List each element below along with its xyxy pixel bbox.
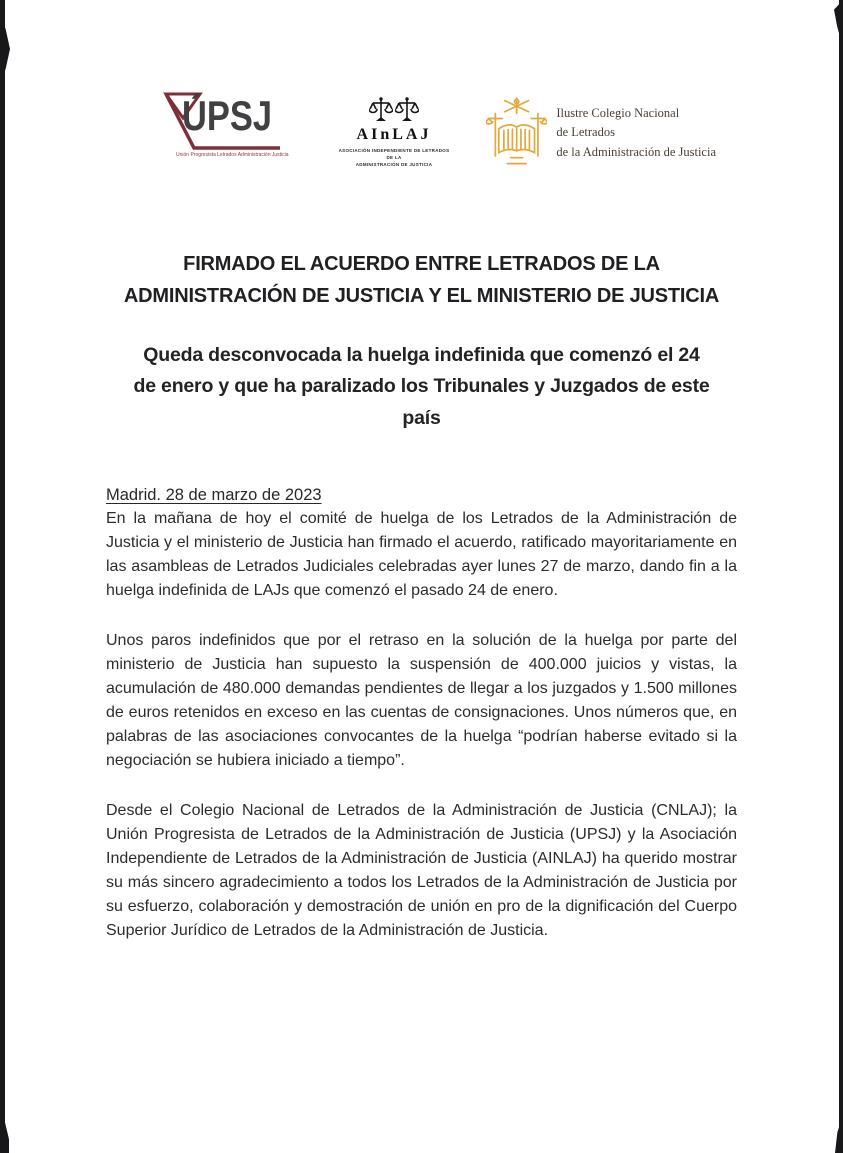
cnlaj-name-line1: Ilustre Colegio Nacional (556, 105, 680, 120)
cnlaj-name (556, 104, 716, 162)
logos-header (0, 0, 843, 230)
paragraph-1: En la mañana de hoy el comité de huelga de los Letrados de la Administración de Justicia y el ministerio de Justicia han firmado el acuerdo, ratificado mayoritariamente en las asambleas de Letrados Judiciales celebradas ayer lunes 27 de marzo, dando fin a la huelga indefinida de LAJs que comenzó el pasado 24 de enero. (106, 509, 737, 599)
ainlaj-caption-line2: ADMINISTRACIÓN DE JUSTICIA (355, 161, 433, 167)
upsj-logo (150, 88, 289, 168)
book-and-scales-icon (486, 90, 547, 176)
cnlaj-logo (486, 90, 716, 176)
subheadline-line3: país (402, 406, 441, 429)
subheadline-line1: Queda desconvocada la huelga indefinida que comenzó el 24 (143, 343, 700, 366)
scales-icon (338, 96, 450, 123)
cnlaj-name-line2: de Letrados (556, 125, 615, 140)
paragraph-2: Unos paros indefinidos que por el retraso en la solución de la huelga por parte del ministerio de Justicia han supuesto la suspensión de 400.000 juicios y vistas, la acumulación de 480.000 demandas pendientes de llegar a los juzgados y 1.500 millones de euros retenidos en exceso en las cuentas de consignaciones. Unos números que, en palabras de las asociaciones convocantes de la huelga “podrían haberse evitado si la negociación se hubiera iniciado a tiempo”. (106, 631, 737, 769)
ainlaj-logo (338, 96, 450, 168)
press-release-body (106, 248, 737, 943)
ainlaj-acronym: AInLAJ (356, 126, 432, 143)
ainlaj-caption-line1: ASOCIACIÓN INDEPENDIENTE DE LETRADOS DE LA (338, 148, 450, 160)
upsj-tagline: Unión Progresista Letrados Administración Justicia (176, 152, 289, 158)
upsj-acronym: ÚPSJ (182, 92, 272, 139)
subheadline (106, 340, 737, 435)
ainlaj-caption (338, 148, 450, 168)
subheadline-line2: de enero y que ha paralizado los Tribunales y Juzgados de este (133, 375, 710, 398)
paragraph-3: Desde el Colegio Nacional de Letrados de la Administración de Justicia (CNLAJ); la Unión Progresista de Letrados de la Administración de Justicia (UPSJ) y la Asociación Independiente de Letrados de la Administración de Justicia (AINLAJ) ha querido mostrar su más sincero agradecimiento a todos los Letrados de la Administración de Justicia por su esfuerzo, colaboración y demostración de unión en pro de la dignificación del Cuerpo Superior Jurídico de Letrados de la Administración de Justicia. (106, 801, 737, 939)
headline-line1: FIRMADO EL ACUERDO ENTRE LETRADOS DE LA (183, 253, 660, 275)
headline-line2: ADMINISTRACIÓN DE JUSTICIA Y EL MINISTERIO DE JUSTICIA (123, 285, 720, 308)
cnlaj-name-line3: de la Administración de Justicia (556, 144, 716, 159)
dateline: Madrid. 28 de marzo de 2023 (106, 485, 322, 504)
headline (106, 248, 737, 313)
